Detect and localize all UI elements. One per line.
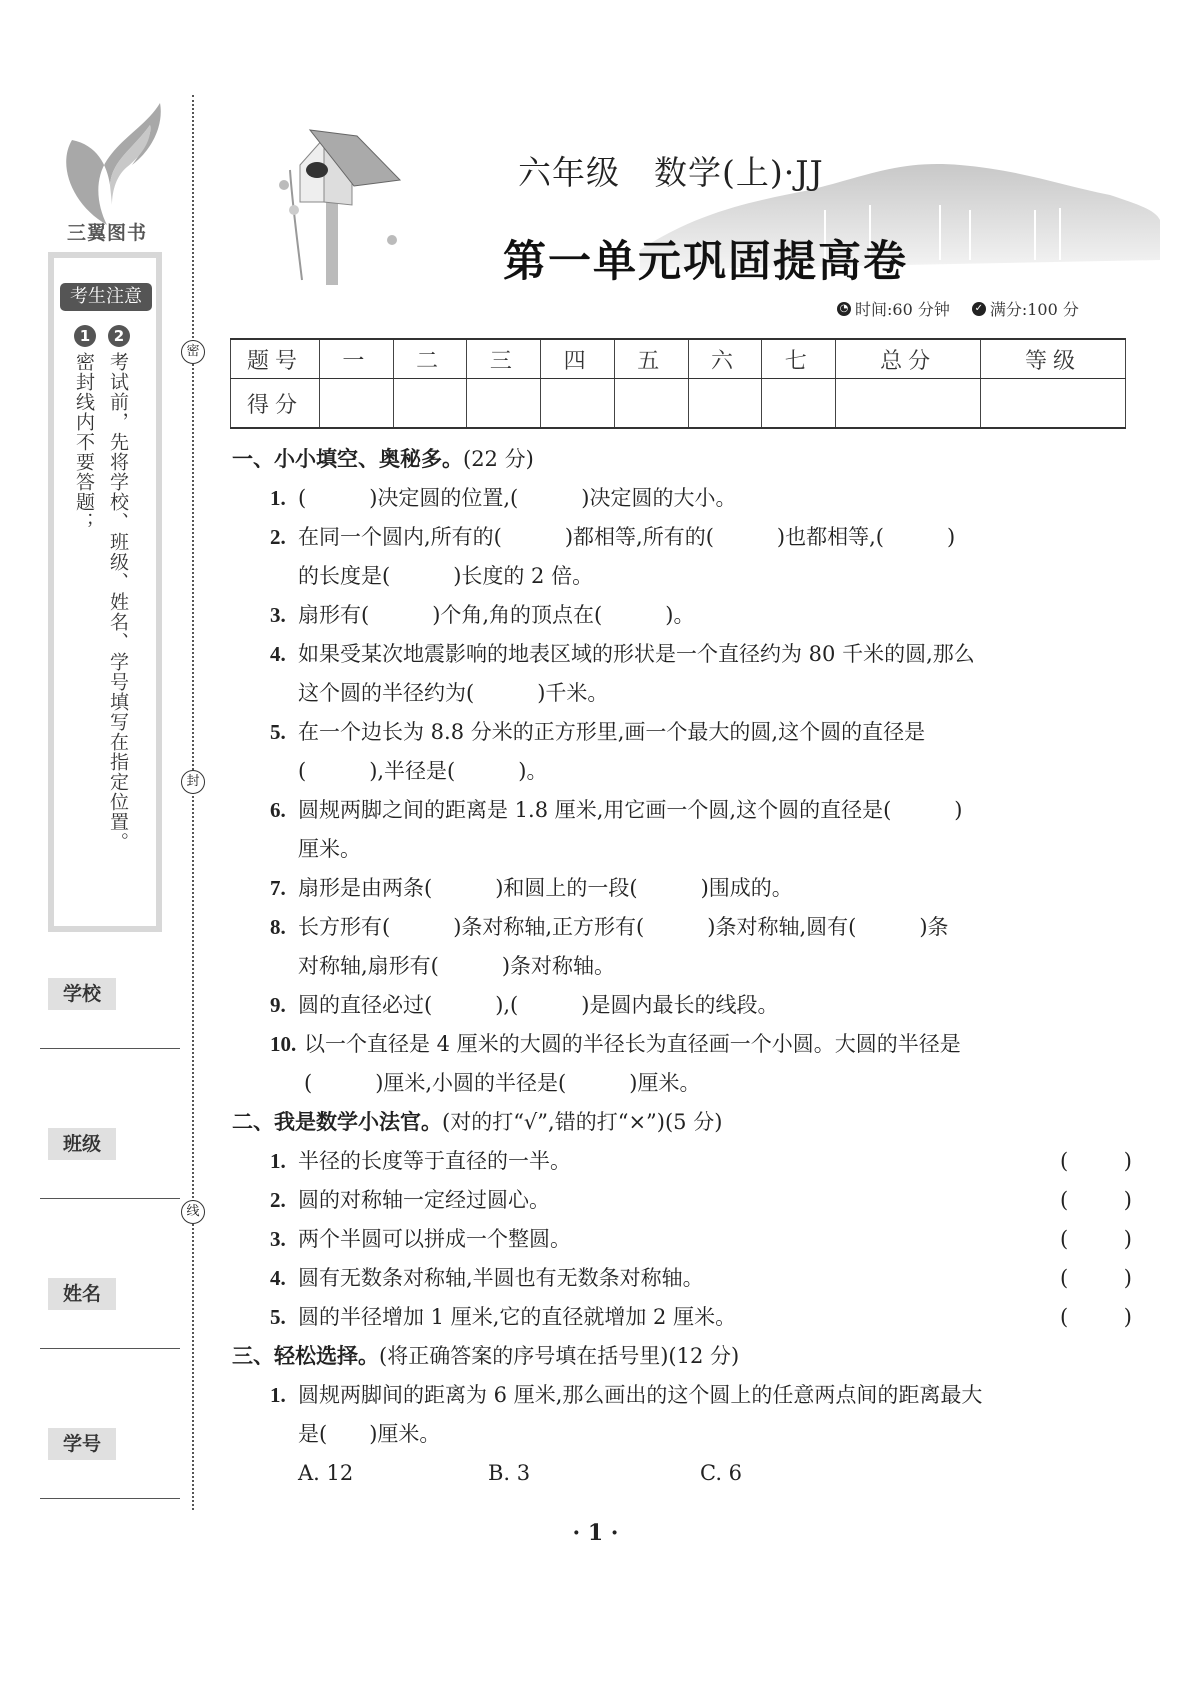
score-table-header-row: [231, 339, 1126, 379]
seal-dotted-line: [192, 95, 194, 1510]
notice-number-2: 2: [108, 325, 130, 347]
score-cell-4[interactable]: [541, 379, 615, 429]
score-cell-grade[interactable]: [981, 379, 1126, 429]
row-label-score: 得分: [231, 379, 320, 429]
field-label-class: 班级: [48, 1128, 116, 1160]
col-total: 总分: [836, 339, 981, 379]
student-id-input-line[interactable]: [40, 1498, 180, 1499]
question-2-5: 5. 圆的半径增加 1 厘米,它的直径就增加 2 厘米。 ( ): [232, 1298, 1132, 1337]
score-table: [230, 338, 1126, 429]
answer-blank[interactable]: ( ): [1060, 1227, 1132, 1251]
notice-item-1: 密封线内不要答题；: [73, 352, 95, 532]
seal-mi: 密: [181, 340, 205, 364]
question-1-1: 1. ( )决定圆的位置,( )决定圆的大小。: [270, 486, 737, 510]
question-3-1: 1. 圆规两脚间的距离为 6 厘米,那么画出的这个圆上的任意两点间的距离最大 是( )厘米。: [270, 1383, 983, 1446]
col-3: 三: [467, 339, 541, 379]
answer-blank[interactable]: ( ): [1060, 1266, 1132, 1290]
col-1: 一: [320, 339, 394, 379]
notice-number-1: 1: [74, 325, 96, 347]
col-4: 四: [541, 339, 615, 379]
full-score: 满分:100 分: [989, 300, 1079, 319]
question-1-9: 9. 圆的直径必过( ),( )是圆内最长的线段。: [270, 993, 779, 1017]
score-table-score-row: [231, 379, 1126, 429]
seal-xian: 线: [181, 1200, 205, 1224]
exam-title: 第一单元巩固提高卷: [503, 237, 908, 287]
brand-name: 三翼图书: [66, 222, 147, 244]
notice-title: 考生注意: [60, 283, 152, 311]
question-1-7: 7. 扇形是由两条( )和圆上的一段( )围成的。: [270, 876, 793, 900]
answer-blank[interactable]: ( ): [1060, 1149, 1132, 1173]
exam-content: [232, 440, 1132, 1493]
field-label-student-id: 学号: [48, 1428, 116, 1460]
question-1-8: 8. 长方形有( )条对称轴,正方形有( )条对称轴,圆有( )条 对称轴,扇形有( )条对称轴。: [270, 915, 949, 978]
check-circle-icon: ✓: [972, 302, 986, 316]
question-1-6: 6. 圆规两脚之间的距离是 1.8 厘米,用它画一个圆,这个圆的直径是( ) 厘米。: [270, 798, 963, 861]
answer-blank[interactable]: ( ): [1060, 1305, 1132, 1329]
col-5: 五: [614, 339, 688, 379]
seal-feng: 封: [181, 770, 205, 794]
score-cell-2[interactable]: [393, 379, 467, 429]
birdhouse-illustration-icon: [262, 110, 412, 290]
answer-blank[interactable]: ( ): [1060, 1188, 1132, 1212]
col-6: 六: [688, 339, 762, 379]
question-2-3: 3. 两个半圆可以拼成一个整圆。 ( ): [232, 1220, 1132, 1259]
page-number: · 1 ·: [572, 1520, 619, 1546]
score-cell-1[interactable]: [320, 379, 394, 429]
score-cell-7[interactable]: [762, 379, 836, 429]
question-1-3: 3. 扇形有( )个角,角的顶点在( )。: [270, 603, 695, 627]
class-input-line[interactable]: [40, 1198, 180, 1199]
subject-title: 六年级 数学(上)·JJ: [518, 153, 824, 192]
question-2-2: 2. 圆的对称轴一定经过圆心。 ( ): [232, 1181, 1132, 1220]
question-3-1-options: [232, 1454, 1132, 1493]
name-input-line[interactable]: [40, 1348, 180, 1349]
section-2-heading: 二、我是数学小法官。(对的打“√”,错的打“×”)(5 分): [232, 1110, 723, 1134]
question-1-5: 5. 在一个边长为 8.8 分米的正方形里,画一个最大的圆,这个圆的直径是 ( ),半径是( )。: [270, 720, 926, 783]
notice-item-2: 考试前，先将学校、班级、姓名、学号填写在指定位置。: [107, 352, 129, 852]
score-cell-5[interactable]: [614, 379, 688, 429]
question-2-1: 1. 半径的长度等于直径的一半。 ( ): [232, 1142, 1132, 1181]
question-2-4: 4. 圆有无数条对称轴,半圆也有无数条对称轴。 ( ): [232, 1259, 1132, 1298]
col-grade: 等级: [981, 339, 1126, 379]
col-2: 二: [393, 339, 467, 379]
clock-icon: ◔: [837, 302, 851, 316]
question-1-2: 2. 在同一个圆内,所有的( )都相等,所有的( )也都相等,( ) 的长度是( )长度的 2 倍。: [270, 525, 956, 588]
section-1-heading: 一、小小填空、奥秘多。(22 分): [232, 447, 534, 471]
time-limit: 时间:60 分钟: [855, 300, 950, 319]
school-input-line[interactable]: [40, 1048, 180, 1049]
field-label-name: 姓名: [48, 1278, 116, 1310]
col-7: 七: [762, 339, 836, 379]
field-label-school: 学校: [48, 978, 116, 1010]
exam-meta: [837, 297, 1079, 320]
row-label-question-number: 题号: [231, 339, 320, 379]
score-cell-6[interactable]: [688, 379, 762, 429]
option-a[interactable]: A. 12: [298, 1461, 354, 1485]
option-c[interactable]: C. 6: [700, 1461, 743, 1485]
score-cell-3[interactable]: [467, 379, 541, 429]
option-b[interactable]: B. 3: [488, 1461, 531, 1485]
section-3-heading: 三、轻松选择。(将正确答案的序号填在括号里)(12 分): [232, 1344, 740, 1368]
question-1-4: 4. 如果受某次地震影响的地表区域的形状是一个直径约为 80 千米的圆,那么 这个圆的半径约为( )千米。: [270, 642, 975, 705]
score-cell-total[interactable]: [836, 379, 981, 429]
question-1-10: 10. 以一个直径是 4 厘米的大圆的半径长为直径画一个小圆。大圆的半径是 ( )厘米,小圆的半径是( )厘米。: [270, 1032, 961, 1095]
